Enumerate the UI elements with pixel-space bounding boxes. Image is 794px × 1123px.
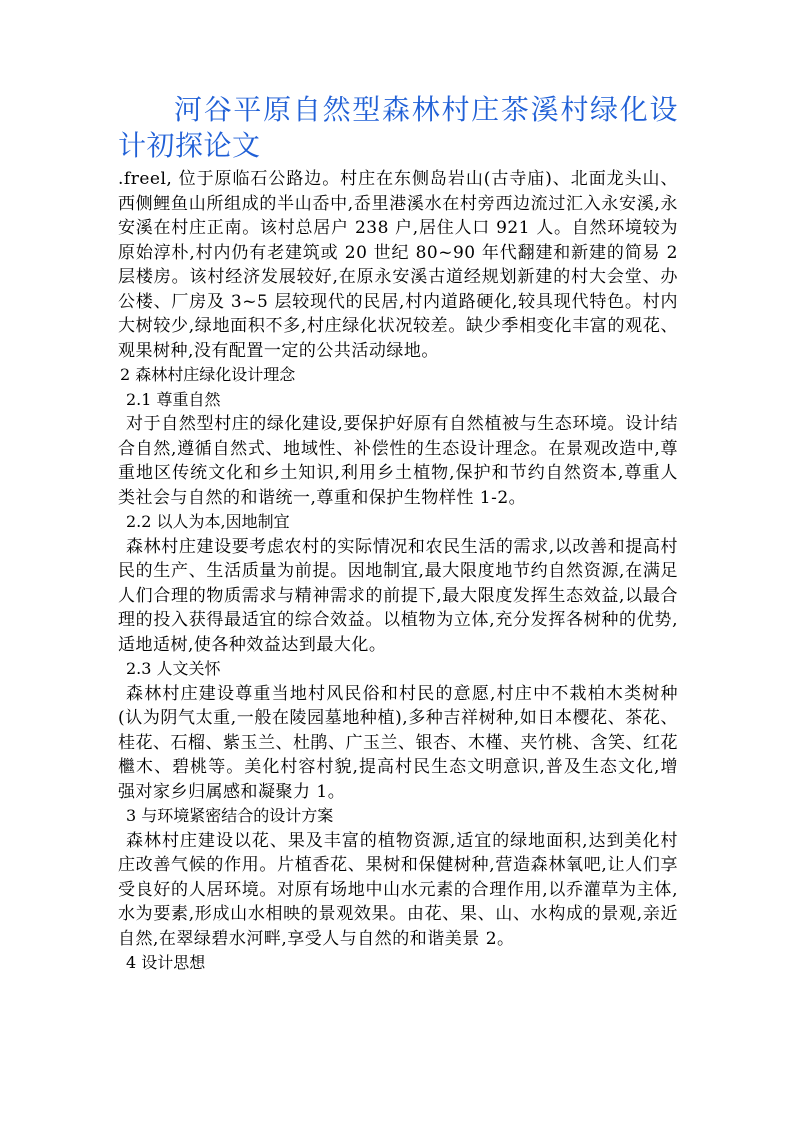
document-page [118,92,678,976]
section-2-3-paragraph: 森林村庄建设尊重当地村风民俗和村民的意愿,村庄中不栽柏木类树种(认为阴气太重,一般在陵园墓地种植),多种吉祥树种,如日本樱花、茶花、桂花、石榴、紫玉兰、杜鹃、广玉兰、银杏、木槿、夹竹桃、含笑、红花檵木、碧桃等。美化村容村貌,提高村民生态文明意识,普及生态文化,增强对家乡归属感和凝聚力 1。 [118,683,678,802]
section-2-1-heading: 2.1 尊重自然 [126,389,221,409]
section-2-2-paragraph: 森林村庄建设要考虑农村的实际情况和农民生活的需求,以改善和提高村民的生产、生活质量为前提。因地制宜,最大限度地节约自然资源,在满足人们合理的物质需求与精神需求的前提下,最大限度发挥生态效益,以最合理的投入获得最适宜的综合效益。以植物为立体,充分发挥各树种的优势,适地适树,使各种效益达到最大化。 [118,536,678,655]
section-2-3-heading: 2.3 人文关怀 [126,659,221,678]
section-3-heading: 3 与环境紧密结合的设计方案 [126,806,334,825]
section-3-paragraph: 森林村庄建设以花、果及丰富的植物资源,适宜的绿地面积,达到美化村庄改善气候的作用。片植香花、果树和保健树种,营造森林氧吧,让人们享受良好的人居环境。对原有场地中山水元素的合理作用,以乔灌草为主体,水为要素,形成山水相映的景观效果。由花、果、山、水构成的景观,亲近自然,在翠绿碧水河畔,享受人与自然的和谐美景 2。 [118,830,678,949]
section-4-heading: 4 设计思想 [126,953,206,972]
title-block [118,92,678,164]
page-title: 河谷平原自然型森林村庄茶溪村绿化设计初探论文 [118,93,678,162]
section-2-heading: 2 森林村庄绿化设计理念 [120,365,296,384]
section-2-1-paragraph: 对于自然型村庄的绿化建设,要保护好原有自然植被与生态环境。设计结合自然,遵循自然式、地域性、补偿性的生态设计理念。在景观改造中,尊重地区传统文化和乡土知识,利用乡土植物,保护和节约自然资本,尊重人类社会与自然的和谐统一,尊重和保护生物样性 1-2。 [118,414,678,508]
intro-paragraph: .freel, 位于原临石公路边。村庄在东侧岛岩山(古寺庙)、北面龙头山、西侧鲤鱼山所组成的半山岙中,岙里港溪水在村旁西边流过汇入永安溪,永安溪在村庄正南。该村总居户 238 户,居住人口 921 人。自然环境较为原始淳朴,村内仍有老建筑或 20 世纪 80~90 年代翻建和新建的简易 2 层楼房。该村经济发展较好,在原永安溪古道经规划新建的村大会堂、办公楼、厂房及 3~5 层较现代的民居,村内道路硬化,较具现代特色。村内大树较少,绿地面积不多,村庄绿化状况较差。缺少季相变化丰富的观花、观果树种,没有配置一定的公共活动绿地。 [118,169,678,361]
section-2-2-heading: 2.2 以人为本,因地制宜 [126,512,290,531]
